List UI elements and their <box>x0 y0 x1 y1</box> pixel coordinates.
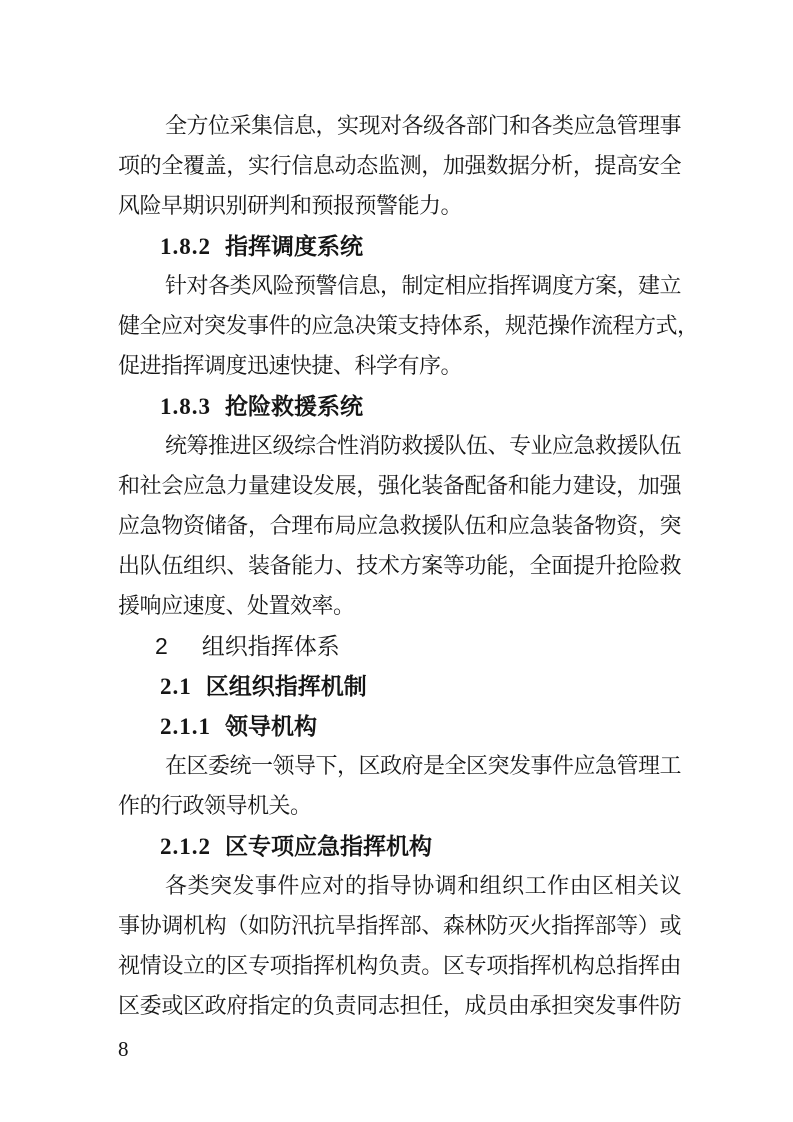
paragraph <box>118 746 681 826</box>
page-number: 8 <box>118 1037 129 1061</box>
heading-title: 指挥调度系统 <box>225 233 363 259</box>
text-line: 促进指挥调度迅速快捷、科学有序。 <box>118 353 463 378</box>
heading-title: 组织指挥体系 <box>201 633 340 659</box>
heading-title: 区专项应急指挥机构 <box>225 833 432 859</box>
heading-title: 区组织指挥机制 <box>205 673 367 699</box>
heading-number: 2.1.1 <box>160 714 211 739</box>
chapter-heading-2 <box>118 626 681 666</box>
text-line: 统筹推进区级综合性消防救援队伍、专业应急救援队伍 <box>165 433 682 458</box>
section-heading-1-8-3 <box>118 386 681 426</box>
text-line: 应急物资储备，合理布局应急救援队伍和应急装备物资，突 <box>118 513 681 538</box>
heading-number: 2.1 <box>160 674 192 699</box>
text-line: 区委或区政府指定的负责同志担任，成员由承担突发事件防 <box>118 993 681 1018</box>
paragraph <box>118 866 681 1026</box>
paragraph <box>118 266 699 386</box>
section-heading-2-1-1 <box>118 706 681 746</box>
paragraph <box>118 106 681 226</box>
heading-title: 抢险救援系统 <box>225 393 363 419</box>
heading-number: 2 <box>155 633 168 659</box>
heading-number: 2.1.2 <box>160 834 211 859</box>
text-line: 作的行政领导机关。 <box>118 793 312 818</box>
text-line: 风险早期识别研判和预报预警能力。 <box>118 193 463 218</box>
text-line: 和社会应急力量建设发展，强化装备配备和能力建设，加强 <box>118 473 681 498</box>
page-content <box>118 106 699 1026</box>
heading-number: 1.8.3 <box>160 394 211 419</box>
text-line: 援响应速度、处置效率。 <box>118 593 355 618</box>
section-heading-1-8-2 <box>118 226 681 266</box>
text-line: 健全应对突发事件的应急决策支持体系，规范操作流程方式， <box>118 313 699 338</box>
text-line: 项的全覆盖，实行信息动态监测，加强数据分析，提高安全 <box>118 153 681 178</box>
text-line: 出队伍组织、装备能力、技术方案等功能，全面提升抢险救 <box>118 553 681 578</box>
text-line: 针对各类风险预警信息，制定相应指挥调度方案，建立 <box>165 273 682 298</box>
text-line: 全方位采集信息，实现对各级各部门和各类应急管理事 <box>165 113 682 138</box>
text-line: 各类突发事件应对的指导协调和组织工作由区相关议 <box>165 873 681 898</box>
heading-title: 领导机构 <box>225 713 317 739</box>
heading-number: 1.8.2 <box>160 234 211 259</box>
text-line: 在区委统一领导下，区政府是全区突发事件应急管理工 <box>165 753 682 778</box>
paragraph <box>118 426 681 626</box>
text-line: 视情设立的区专项指挥机构负责。区专项指挥机构总指挥由 <box>118 953 681 978</box>
section-heading-2-1-2 <box>118 826 681 866</box>
section-heading-2-1 <box>118 666 681 706</box>
text-line: 事协调机构（如防汛抗旱指挥部、森林防灭火指挥部等）或 <box>118 913 681 938</box>
